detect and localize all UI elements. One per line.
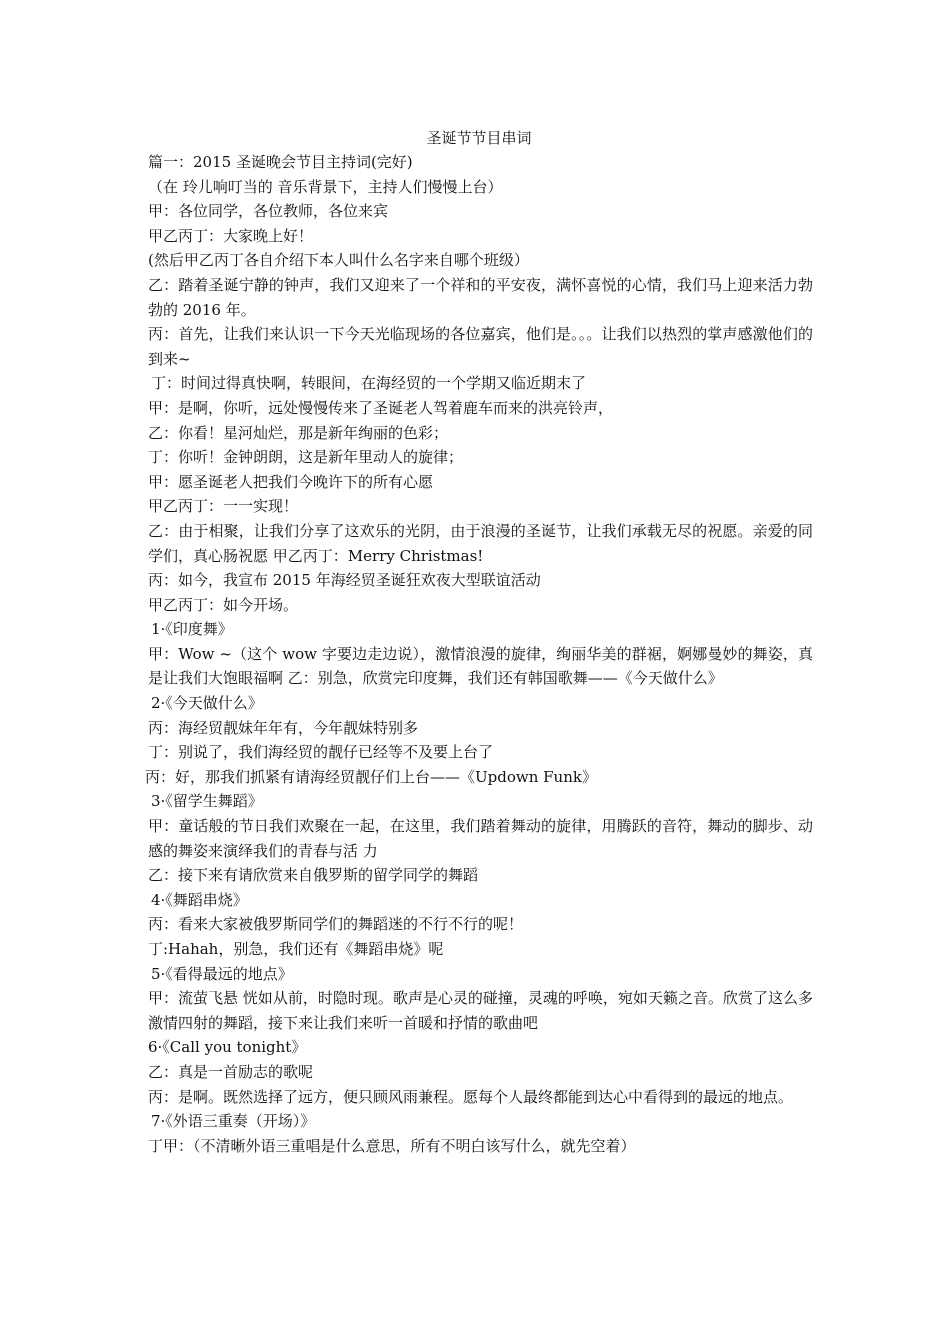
paragraph-16: 甲乙丙丁：如今开场。 <box>148 595 299 614</box>
document-page <box>145 126 813 1158</box>
paragraph-8: 丁：时间过得真快啊，转眼间，在海经贸的一个学期又临近期末了 <box>151 374 587 393</box>
paragraph-29: 5·《看得最远的地点》 <box>151 964 293 983</box>
paragraph-19: 2·《今天做什么》 <box>151 694 263 713</box>
paragraph-32: 乙：真是一首励志的歌呢 <box>148 1062 314 1081</box>
paragraph-2: （在 玲儿响叮当的 音乐背景下，主持人们慢慢上台） <box>148 177 503 196</box>
paragraph-21: 丁：别说了，我们海经贸的靓仔已经等不及要上台了 <box>148 743 494 762</box>
paragraph-14: 乙：由于相聚，让我们分享了这欢乐的光阴，由于浪漫的圣诞节，让我们承载无尽的祝愿。亲爱的同学们，真心肠祝愿 甲乙丙丁：Merry Christmas! <box>148 521 813 565</box>
paragraph-13: 甲乙丙丁：一一实现！ <box>148 497 299 516</box>
paragraph-28: 丁:Hahah，别急，我们还有《舞蹈串烧》呢 <box>148 940 444 958</box>
paragraph-15: 丙：如今，我宣布 2015 年海经贸圣诞狂欢夜大型联谊活动 <box>148 571 541 590</box>
paragraph-4: 甲乙丙丁：大家晚上好！ <box>148 226 314 245</box>
paragraph-33: 丙：是啊。既然选择了远方，便只顾风雨兼程。愿每个人最终都能到达心中看得到的最远的地点。 <box>148 1087 794 1106</box>
paragraph-9: 甲：是啊，你听，远处慢慢传来了圣诞老人驾着鹿车而来的洪亮铃声， <box>148 398 614 417</box>
paragraph-12: 甲：愿圣诞老人把我们今晚许下的所有心愿 <box>148 472 434 491</box>
paragraph-23: 3·《留学生舞蹈》 <box>151 792 263 811</box>
paragraph-7: 丙：首先，让我们来认识一下今天光临现场的各位嘉宾，他们是。。。让我们以热烈的掌声感激他们的到来~ <box>148 325 813 368</box>
paragraph-1: 篇一：2015 圣诞晚会节目主持词(完好) <box>148 153 413 171</box>
paragraph-3: 甲：各位同学，各位教师，各位来宾 <box>148 202 389 221</box>
paragraph-35: 丁甲：（不清晰外语三重唱是什么意思，所有不明白该写什么，就先空着） <box>148 1136 636 1155</box>
paragraph-27: 丙：看来大家被俄罗斯同学们的舞蹈迷的不行不行的呢！ <box>148 915 524 934</box>
paragraph-17: 1·《印度舞》 <box>151 620 233 639</box>
paragraph-31: 6·《Call you tonight》 <box>148 1038 307 1057</box>
paragraph-11: 丁：你听！金钟朗朗，这是新年里动人的旋律； <box>148 448 464 467</box>
paragraph-22: 丙：好，那我们抓紧有请海经贸靓仔们上台——《Updown Funk》 <box>145 767 597 786</box>
paragraph-10: 乙：你看！星河灿烂，那是新年绚丽的色彩； <box>148 423 449 442</box>
paragraph-20: 丙：海经贸靓妹年年有，今年靓妹特别多 <box>148 718 419 737</box>
document-title: 圣诞节节目串词 <box>426 129 532 147</box>
paragraph-30: 甲：流萤飞悬 恍如从前，时隐时现。歌声是心灵的碰撞，灵魂的呼唤，宛如天籁之音。欣赏了这么多激情四射的舞蹈，接下来让我们来听一首暖和抒情的歌曲吧 <box>148 989 813 1032</box>
paragraph-24: 甲：童话般的节日我们欢聚在一起，在这里，我们踏着舞动的旋律，用腾跃的音符，舞动的脚步、动感的舞姿来演绎我们的青春与活 力 <box>148 817 813 860</box>
paragraph-6: 乙：踏着圣诞宁静的钟声，我们又迎来了一个祥和的平安夜，满怀喜悦的心情，我们马上迎来活力勃勃的 2016 年。 <box>148 275 813 319</box>
paragraph-18: 甲：Wow ~（这个 wow 字要边走边说），激情浪漫的旋律，绚丽华美的群裾，婀娜曼妙的舞姿，真是让我们大饱眼福啊 乙：别急，欣赏完印度舞，我们还有韩国歌舞——《今天做什么》 <box>148 644 813 688</box>
paragraph-25: 乙：接下来有请欣赏来自俄罗斯的留学同学的舞蹈 <box>148 866 479 885</box>
paragraph-5: (然后甲乙丙丁各自介绍下本人叫什么名字来自哪个班级） <box>148 251 529 270</box>
paragraph-26: 4·《舞蹈串烧》 <box>151 890 248 909</box>
paragraph-34: 7·《外语三重奏（开场）》 <box>151 1112 316 1131</box>
